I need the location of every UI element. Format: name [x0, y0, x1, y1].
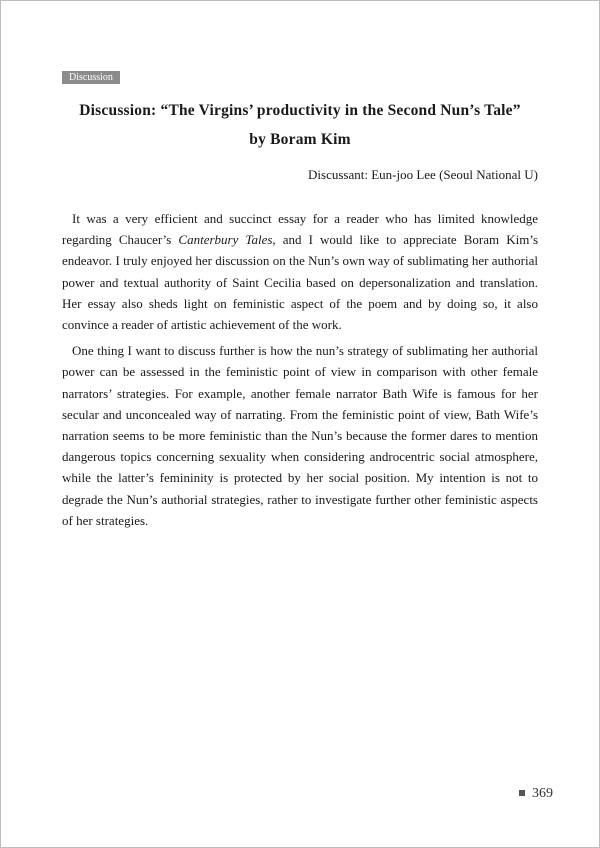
- paragraph-1-start: It was a very efficient and succinct essay for a reader who has limited knowledge regarding Chaucer’s: [62, 211, 538, 248]
- page-title: [62, 96, 538, 154]
- paragraph-1-rest: , and I would like to appreciate Boram Kim’s endeavor. I truly enjoyed her discussion on the Nun’s own way of sublimating her authorial power and textual authority of Saint Cecilia based on depersonalization and translation. Her essay also sheds light on feministic aspect of the poem and by doing so, it also convince a reader of artistic achievement of the work.: [62, 232, 539, 333]
- section-tag: Discussion: [62, 71, 120, 84]
- paragraph-1: [62, 208, 538, 335]
- square-bullet-icon: [519, 790, 525, 796]
- book-title-italic: Canterbury Tales: [178, 232, 273, 248]
- discussant-line: Discussant: Eun-joo Lee (Seoul National U): [308, 167, 538, 182]
- body-text: [62, 208, 538, 536]
- page-number-text: 369: [532, 786, 553, 801]
- paragraph-2: One thing I want to discuss further is how the nun’s strategy of sublimating her authorial power can be assessed in the feministic point of view in comparison with other female narrators’ strategies. For example, another female narrator Bath Wife is famous for her secular and unconcealed way of narrating. From the feministic point of view, Bath Wife’s narration seems to be more feministic than the Nun’s because the former dares to mention dangerous topics concerning sexuality when considering androcentric social atmosphere, while the latter’s femininity is protected by her social position. My intention is not to degrade the Nun’s authorial strategies, rather to investigate further other feministic aspects of her strategies.: [62, 343, 538, 528]
- title-line-2: by Boram Kim: [249, 131, 351, 148]
- title-line-1: Discussion: “The Virgins’ productivity in the Second Nun’s Tale”: [79, 102, 521, 119]
- page-number: [519, 785, 553, 803]
